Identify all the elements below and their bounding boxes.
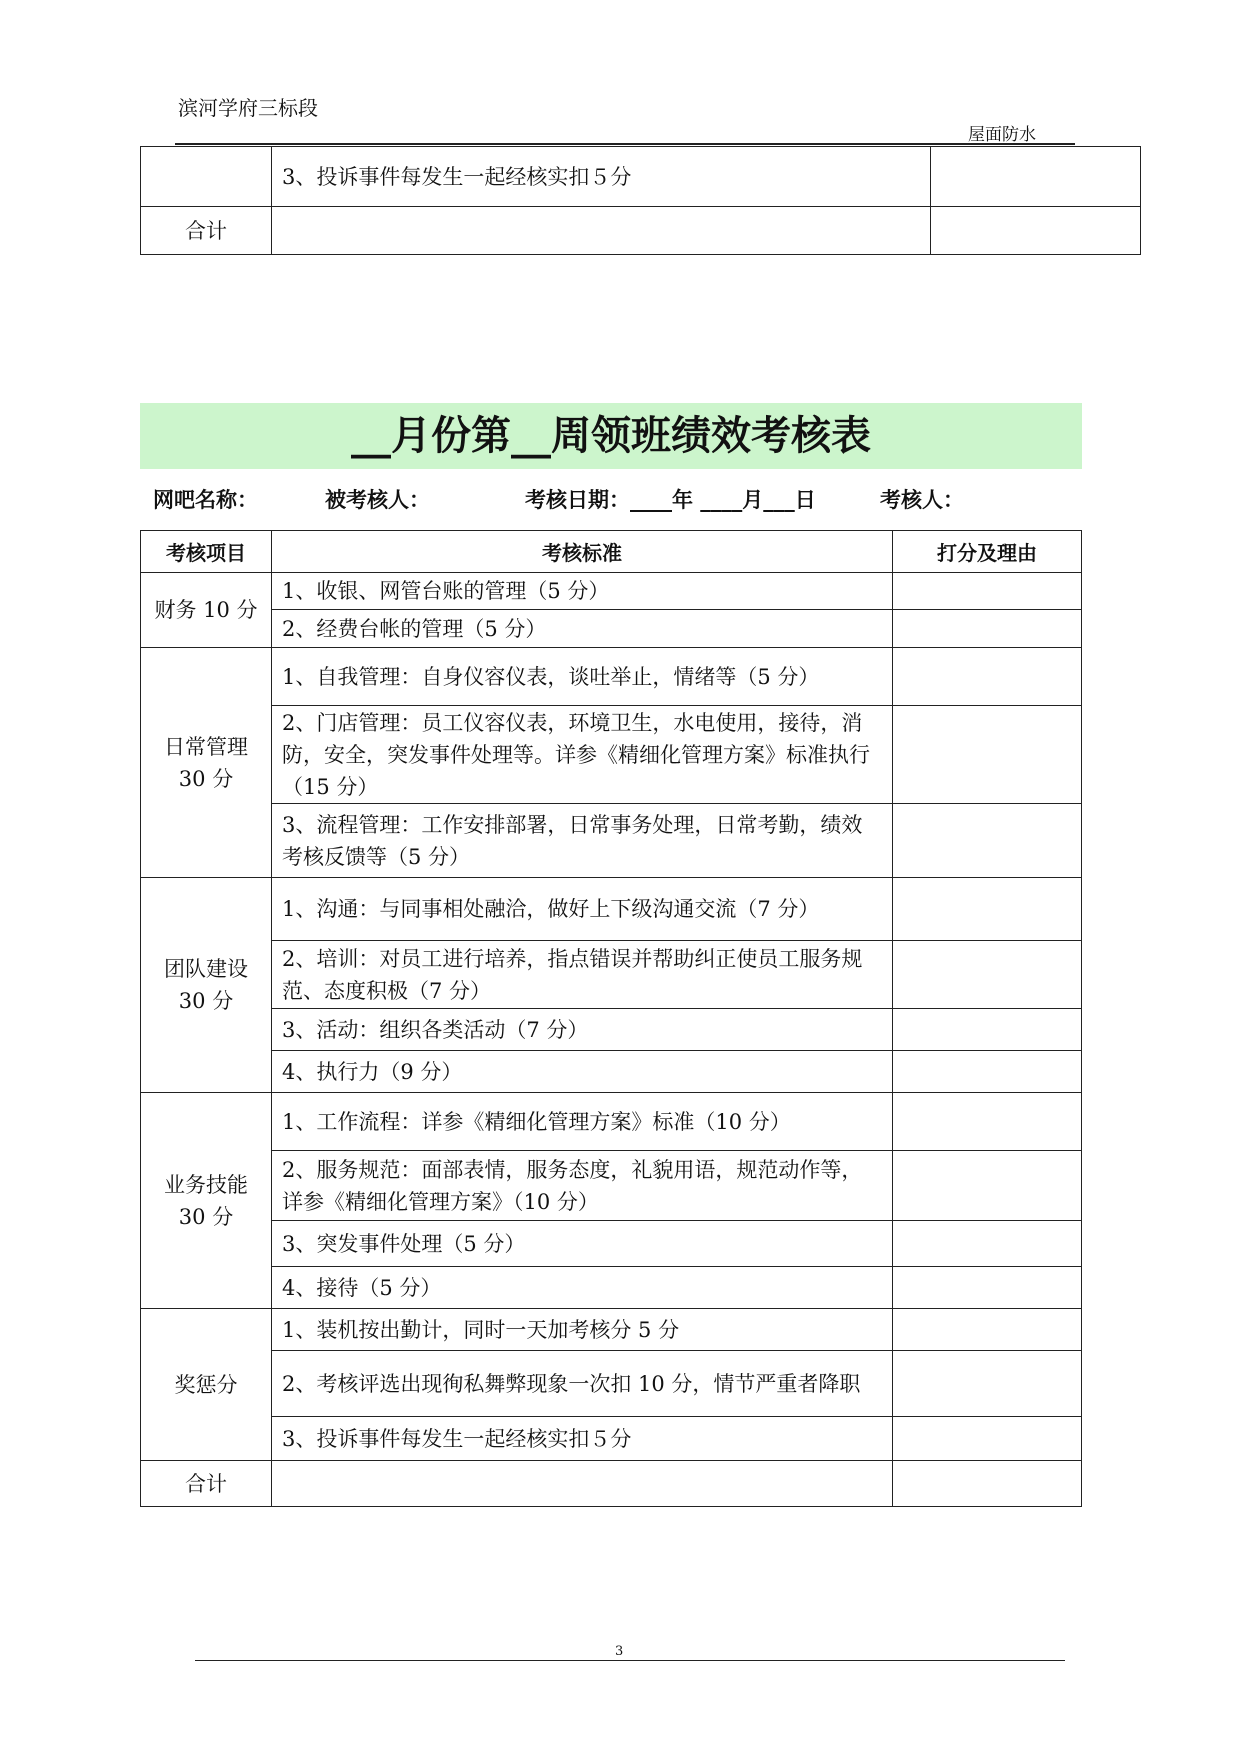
table-header-row (141, 531, 1082, 573)
score-cell[interactable] (893, 1093, 1082, 1151)
score-cell[interactable] (931, 147, 1141, 207)
total-label: 合计 (141, 1461, 272, 1507)
category-cell (141, 147, 272, 207)
standard-cell: 3、流程管理：工作安排部署，日常事务处理，日常考勤，绩效考核反馈等（5 分） (272, 804, 893, 878)
form-title: __月份第__周领班绩效考核表 (351, 413, 871, 459)
total-score-cell[interactable] (893, 1461, 1082, 1507)
table-row (141, 648, 1082, 706)
score-cell[interactable] (893, 804, 1082, 878)
table-row (141, 878, 1082, 941)
table-row (141, 941, 1082, 1009)
category-cell: 团队建设 30 分 (141, 878, 272, 1093)
table-row (141, 1151, 1082, 1221)
score-cell[interactable] (893, 1221, 1082, 1267)
standard-cell: 1、收银、网管台账的管理（5 分） (272, 573, 893, 610)
standard-cell: 3、活动：组织各类活动（7 分） (272, 1009, 893, 1051)
standard-cell: 1、自我管理：自身仪容仪表，谈吐举止，情绪等（5 分） (272, 648, 893, 706)
standard-cell: 4、接待（5 分） (272, 1267, 893, 1309)
footer-divider (195, 1660, 1065, 1661)
header-standard: 考核标准 (272, 531, 893, 573)
score-cell[interactable] (893, 1351, 1082, 1417)
header-project-name: 滨河学府三标段 (178, 96, 318, 120)
table-row (141, 1009, 1082, 1051)
netcafe-name-label: 网吧名称： (153, 488, 258, 512)
header-divider (175, 143, 1075, 145)
page-number: 3 (615, 1644, 624, 1659)
score-cell[interactable] (893, 610, 1082, 648)
table-row (141, 147, 1141, 207)
table-row (141, 1351, 1082, 1417)
standard-cell: 1、装机按出勤计，同时一天加考核分 5 分 (272, 1309, 893, 1351)
previous-table-tail (140, 146, 1141, 255)
total-row (141, 1461, 1082, 1507)
total-label: 合计 (141, 207, 272, 255)
table-row (141, 610, 1082, 648)
standard-cell: 3、投诉事件每发生一起经核实扣５分 (272, 147, 931, 207)
score-cell[interactable] (893, 1417, 1082, 1461)
category-cell: 业务技能 30 分 (141, 1093, 272, 1309)
assessor-label: 考核人： (880, 488, 964, 512)
score-cell[interactable] (893, 648, 1082, 706)
assessment-date-label: 考核日期：____年 ____月___日 (525, 488, 816, 512)
score-cell[interactable] (893, 1267, 1082, 1309)
score-cell[interactable] (893, 878, 1082, 941)
standard-cell: 2、培训：对员工进行培养，指点错误并帮助纠正使员工服务规范、态度积极（7 分） (272, 941, 893, 1009)
total-standard-cell (272, 207, 931, 255)
table-row (141, 1221, 1082, 1267)
standard-cell: 1、沟通：与同事相处融洽，做好上下级沟通交流（7 分） (272, 878, 893, 941)
score-cell[interactable] (893, 1051, 1082, 1093)
assessee-label: 被考核人： (325, 488, 430, 512)
score-cell[interactable] (893, 941, 1082, 1009)
table-row (141, 207, 1141, 255)
table-row (141, 1309, 1082, 1351)
standard-cell: 2、考核评选出现徇私舞弊现象一次扣 10 分，情节严重者降职 (272, 1351, 893, 1417)
standard-cell: 3、突发事件处理（5 分） (272, 1221, 893, 1267)
score-cell[interactable] (893, 573, 1082, 610)
table-row (141, 1267, 1082, 1309)
total-standard-cell (272, 1461, 893, 1507)
total-score-cell[interactable] (931, 207, 1141, 255)
table-row (141, 1051, 1082, 1093)
score-cell[interactable] (893, 706, 1082, 804)
standard-cell: 2、门店管理：员工仪容仪表，环境卫生，水电使用，接待，消防，安全，突发事件处理等。详参《精细化管理方案》标准执行（15 分） (272, 706, 893, 804)
header-score: 打分及理由 (893, 531, 1082, 573)
standard-cell: 3、投诉事件每发生一起经核实扣５分 (272, 1417, 893, 1461)
standard-cell: 2、服务规范：面部表情，服务态度，礼貌用语，规范动作等，详参《精细化管理方案》（10 分） (272, 1151, 893, 1221)
score-cell[interactable] (893, 1009, 1082, 1051)
category-cell: 日常管理 30 分 (141, 648, 272, 878)
performance-table (140, 530, 1082, 1507)
table-row (141, 804, 1082, 878)
standard-cell: 2、经费台帐的管理（5 分） (272, 610, 893, 648)
header-section-name: 屋面防水 (968, 125, 1036, 145)
table-row (141, 1417, 1082, 1461)
score-cell[interactable] (893, 1309, 1082, 1351)
category-cell: 奖惩分 (141, 1309, 272, 1461)
table-row (141, 706, 1082, 804)
standard-cell: 4、执行力（9 分） (272, 1051, 893, 1093)
standard-cell: 1、工作流程：详参《精细化管理方案》标准（10 分） (272, 1093, 893, 1151)
score-cell[interactable] (893, 1151, 1082, 1221)
table-row (141, 1093, 1082, 1151)
table-row (141, 573, 1082, 610)
category-cell: 财务 10 分 (141, 573, 272, 648)
header-item: 考核项目 (141, 531, 272, 573)
